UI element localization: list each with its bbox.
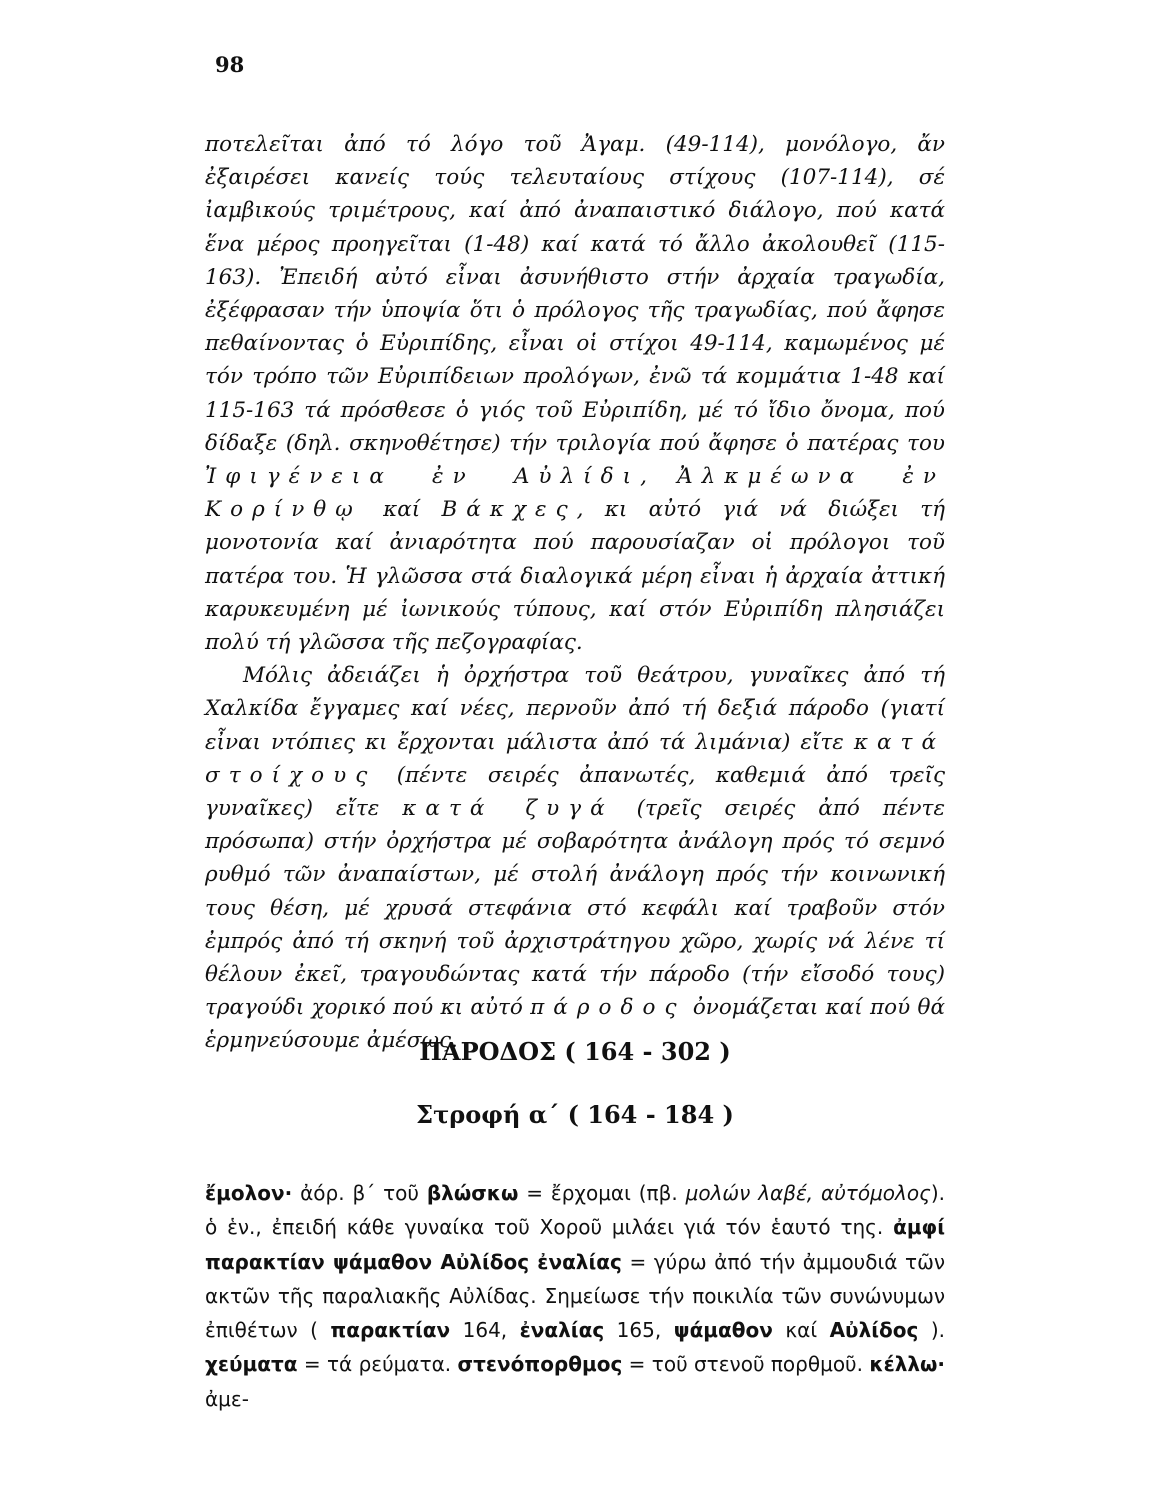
commentary-paragraph bbox=[205, 1176, 945, 1416]
text-run: = γύρω ἀπό τήν ἀμμουδιά τῶν ακτῶν τῆς παραλιακῆς Αὐλίδας. Σημείωσε τήν ποικιλία τῶν συνώνυμων ἐπιθέτων ( bbox=[205, 1249, 946, 1343]
lemma: ἐναλίας bbox=[519, 1318, 605, 1343]
text-run: ἀόρ. β΄ τοῦ bbox=[292, 1181, 427, 1205]
lemma: ψάμαθον bbox=[673, 1318, 773, 1343]
play-title-bakches: Βάκχες bbox=[441, 497, 577, 523]
text-run: 165, bbox=[604, 1318, 674, 1343]
section-heading-parodos: ΠΑΡΟΔΟΣ ( 164 - 302 ) bbox=[419, 1037, 731, 1066]
text-run: ποτελεῖται ἀπό τό λόγο τοῦ Ἀγαμ. (49-114), μονόλογο, ἄν ἐξαιρέσει κανείς τούς τελευταίους στίχους (107-114), σέ ἰαμβικούς τριμέτρους, καί ἀπό ἀναπαιστικό διάλογο, πού κατά ἕνα μέρος προηγεῖται (1-48) καί κατά τό ἄλλο ἀκολουθεῖ (115-163). Ἐπειδή αὐτό εἶναι ἀσυνήθιστο στήν ἀρχαία τραγωδία, ἐξέφρασαν τήν ὑποψία ὅτι ὁ πρόλογος τῆς τραγωδίας, πού ἄφησε πεθαίνοντας ὁ Εὐριπίδης, εἶναι οἱ στίχοι 49-114, καμωμένος μέ τόν τρόπο τῶν Εὐριπίδειων προλόγων, ἐνῶ τά κομμάτια 1-48 καί 115-163 τά πρόσθεσε ὁ γιός τοῦ Εὐριπίδη, μέ τό ἴδιο ὄνομα, πού δίδαξε (δηλ. σκηνοθέτησε) τήν τριλογία πού ἄφησε ὁ πατέρας του bbox=[205, 132, 945, 456]
lemma: στενόπορθμος bbox=[457, 1352, 623, 1377]
text-run: = τά ρεύματα. bbox=[297, 1352, 458, 1377]
example-phrase: μολών λαβέ, αὐτόμολος bbox=[685, 1181, 931, 1205]
text-run: = ἔρχομαι (πβ. bbox=[518, 1181, 686, 1205]
text-run: , κι αὐτό γιά νά διώξει τή μονοτονία καί ἀνιαρότητα πού παρουσίαζαν οἱ πρόλογοι τοῦ πατέρα του. Ἡ γλῶσσα στά διαλογικά μέρη εἶναι ἡ ἀρχαία ἀττική καρυκευμένη μέ ἰωνικούς τύπους, καί στόν Εὐριπίδη πλησιάζει πολύ τή γλῶσσα τῆς πεζογραφίας. bbox=[205, 497, 945, 656]
text-run: ). bbox=[918, 1318, 945, 1343]
text-run: ). ὁ ἑν., ἐπειδή κάθε γυναίκα τοῦ Χοροῦ μιλάει γιά τόν ἑαυτό της. bbox=[205, 1181, 946, 1240]
lemma: ἔμολον· bbox=[205, 1181, 293, 1205]
term-parodos: πάροδος bbox=[530, 995, 686, 1021]
paragraph-chorus-entry bbox=[205, 659, 945, 1057]
lemma: παρακτίαν bbox=[330, 1318, 451, 1343]
term-kata-stoichous: κατά στοίχους bbox=[205, 729, 945, 788]
lemma: χεύματα bbox=[205, 1352, 298, 1377]
text-run: καί bbox=[361, 497, 442, 523]
paragraph-prologue bbox=[205, 128, 945, 659]
lemma: κέλλω· bbox=[869, 1352, 945, 1377]
page-number: 98 bbox=[215, 52, 245, 77]
text-run: ἀμε- bbox=[205, 1386, 249, 1411]
section-heading-strophe: Στροφή α΄ ( 164 - 184 ) bbox=[416, 1100, 734, 1129]
lemma: ἀμφί παρακτίαν ψάμαθον Αὐλίδος ἐναλίας bbox=[205, 1215, 945, 1274]
text-run: (πέντε σειρές ἀπανωτές, καθεμιά ἀπό τρεῖς γυναῖκες) εἴτε bbox=[205, 762, 945, 822]
text-run: καί bbox=[772, 1318, 830, 1343]
text-run: ὀνομάζεται καί πού θά ἑρμηνεύσουμε ἀμέσως. bbox=[205, 995, 945, 1054]
play-title-alkmeon: Ἀλκμέωνα ἐν Κορίνθῳ bbox=[205, 464, 946, 523]
text-run: = τοῦ στενοῦ πορθμοῦ. bbox=[622, 1352, 870, 1377]
lemma: Αὐλίδος bbox=[829, 1318, 919, 1343]
text-run: Μόλις ἀδειάζει ἡ ὀρχήστρα τοῦ θεάτρου, γυναῖκες ἀπό τή Χαλκίδα ἔγγαμες καί νέες, περνοῦν ἀπό τή δεξιά πάροδο (γιατί εἶναι ντόπιες κι ἔρχονται μάλιστα ἀπό τά λιμάνια) εἴτε bbox=[205, 663, 945, 755]
text-run: (τρεῖς σειρές ἀπό πέντε πρόσωπα) στήν ὀρχήστρα μέ σοβαρότητα ἀνάλογη πρός τό σεμνό ρυθμό τῶν ἀναπαίστων, μέ στολή ἀνάλογη πρός τήν κοινωνική τους θέση, μέ χρυσά στεφάνια στό κεφάλι καί τραβοῦν στόν ἐμπρός ἀπό τή σκηνή τοῦ ἀρχιστράτηγου χῶρο, χωρίς νά λένε τί θέλουν ἐκεῖ, τραγουδώντας κατά τήν πάροδο (τήν εἴσοδό τους) τραγούδι χορικό πού κι αὐτό bbox=[205, 796, 945, 1021]
text-run: , bbox=[640, 464, 678, 490]
text-run: 164, bbox=[450, 1318, 520, 1343]
main-text bbox=[205, 128, 945, 1058]
lemma: βλώσκω bbox=[426, 1181, 519, 1205]
term-kata-zyga: κατά ζυγά bbox=[402, 796, 614, 822]
play-title-iphigeneia: Ἰφιγένεια ἐν Αὐλίδι bbox=[205, 464, 641, 490]
commentary-notes bbox=[205, 1176, 945, 1416]
